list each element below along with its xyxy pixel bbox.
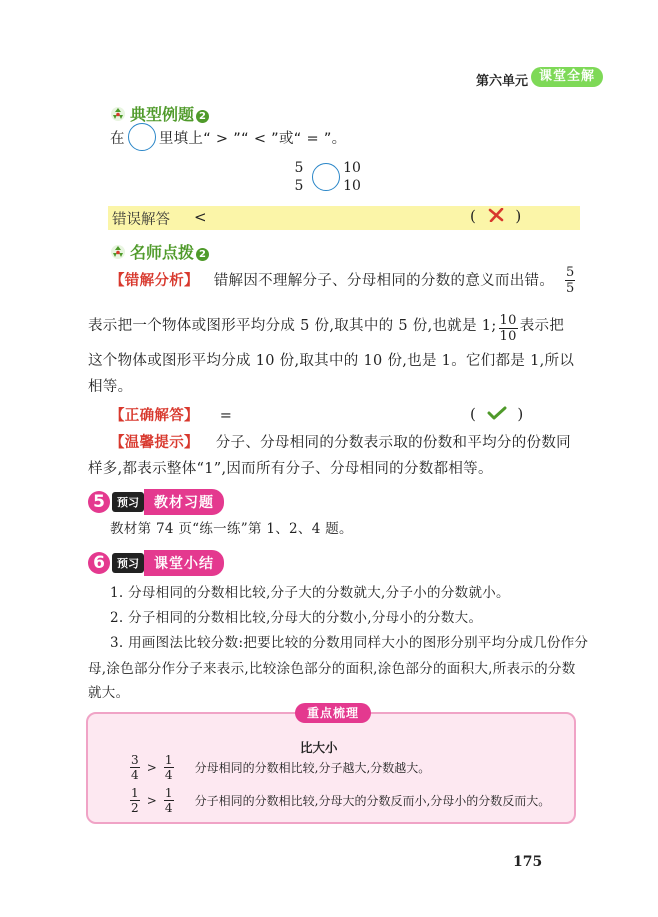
key-row2-right-num: 1: [164, 786, 173, 800]
key-row2-text: 分子相同的分数相比较,分母大的分数反而小,分母小的分数反而大。: [194, 794, 551, 808]
example-title-row: [110, 102, 209, 125]
warm-text-1: 分子、分母相同的分数表示取的份数和平均分的份数同: [215, 435, 571, 451]
section6-tag: 预习: [112, 553, 144, 573]
section5-text: 教材第 74 页“练一练”第 1、2、4 题。: [110, 521, 353, 537]
summary-item-3-line-2: 母,涂色部分作分子来表示,比较涂色部分的面积,涂色部分的面积大,所表示的分数: [88, 661, 576, 677]
page-number: 175: [513, 854, 543, 870]
frac-left: [292, 159, 306, 195]
key-row1-op: >: [146, 760, 157, 775]
frac-right-num: 10: [343, 160, 361, 176]
fraction-10-10: [499, 314, 518, 343]
analysis-text-2b: 表示把: [519, 318, 565, 334]
correct-answer-mark: [470, 405, 523, 423]
fraction-5-5-num: 5: [566, 265, 575, 280]
wrong-answer-label: 错误解答: [112, 212, 170, 228]
correct-mark-open: (: [470, 405, 476, 423]
summary-item-3-line-3: 就大。: [88, 685, 130, 701]
wrong-answer-mark: [470, 207, 521, 225]
example-badge-num: 2: [196, 110, 209, 123]
analysis-line-4: 相等。: [88, 379, 133, 395]
key-row2-left: [130, 787, 140, 814]
tips-badge-num: 2: [196, 248, 209, 261]
example-title: 典型例题: [130, 105, 195, 124]
instruction-post: 里填上“ > ”“ < ”或“ = ”。: [158, 131, 347, 147]
key-row-1: [128, 754, 430, 784]
wrong-mark-close: ): [515, 207, 522, 225]
correct-mark-close: ): [517, 405, 524, 423]
analysis-line-2: [88, 313, 564, 343]
warm-label: 【温馨提示】: [110, 435, 199, 451]
tips-title-row: [110, 240, 209, 263]
analysis-text-1: 错解因不理解分子、分母相同的分数的意义而出错。: [213, 273, 555, 289]
frac-right-den: 10: [343, 178, 361, 194]
fraction-5-5: [565, 266, 575, 295]
summary-item-3: 3. 用画图法比较分数:把要比较的分数用同样大小的图形分别平均分成几份作分: [110, 635, 589, 651]
example-instruction: [110, 123, 347, 153]
key-row2-right: [164, 787, 174, 814]
summary-item-1: 1. 分母相同的分数相比较,分子大的分数就大,分子小的分数就小。: [110, 585, 510, 601]
key-points-tag: 重点梳理: [295, 703, 371, 723]
check-icon: [487, 406, 507, 420]
analysis-line-1: [110, 268, 554, 295]
frac-right: [342, 159, 362, 195]
summary-item-2: 2. 分子相同的分数相比较,分母大的分数小,分母小的分数大。: [110, 610, 483, 626]
key-row2-left-num: 1: [131, 786, 139, 800]
tips-title: 名师点拨: [130, 243, 195, 262]
section5-number: 5: [88, 491, 110, 513]
correct-answer-line: [110, 403, 232, 430]
section6-number: 6: [88, 552, 110, 574]
key-row1-right: [164, 754, 174, 781]
key-points-heading: 比大小: [300, 740, 338, 755]
section5-title: 教材习题: [144, 489, 224, 515]
fraction-5-5-den: 5: [566, 281, 575, 296]
analysis-line-3: 这个物体或图形平均分成 10 份,取其中的 10 份,也是 1。它们都是 1,所以: [88, 353, 575, 369]
key-row2-left-den: 2: [131, 801, 139, 815]
cross-icon: [487, 208, 505, 222]
warm-tip-line-2: 样多,都表示整体“1”,因而所有分子、分母相同的分数都相等。: [88, 461, 493, 477]
frac-left-den: 5: [294, 178, 304, 194]
recycle-icon: [110, 106, 126, 122]
compare-circle-icon[interactable]: [312, 163, 340, 191]
section5-banner: [88, 489, 224, 517]
key-row1-left: [130, 754, 140, 781]
key-row2-right-den: 4: [164, 801, 173, 815]
key-row1-right-den: 4: [164, 768, 173, 782]
section5-tag: 预习: [112, 492, 144, 512]
warm-tip-line-1: [110, 430, 571, 457]
wrong-mark-open: (: [470, 207, 476, 225]
recycle-icon: [110, 244, 126, 260]
fraction-10-10-num: 10: [499, 313, 517, 328]
instruction-pre: 在: [110, 131, 125, 147]
section6-title: 课堂小结: [144, 550, 224, 576]
key-row-2: [128, 787, 550, 817]
key-row1-left-num: 3: [131, 753, 139, 767]
correct-label: 【正确解答】: [110, 408, 199, 424]
correct-answer-value: =: [219, 408, 233, 424]
unit-label: 第六单元: [475, 74, 528, 89]
key-row1-left-den: 4: [131, 768, 139, 782]
key-row1-right-num: 1: [164, 753, 173, 767]
wrong-answer-value: <: [194, 208, 207, 226]
blank-circle-icon: [128, 123, 156, 151]
example-comparison: [292, 159, 372, 199]
key-row1-text: 分母相同的分数相比较,分子越大,分数越大。: [194, 761, 431, 775]
analysis-text-2a: 表示把一个物体或图形平均分成 5 份,取其中的 5 份,也就是 1;: [88, 318, 497, 334]
section6-banner: [88, 550, 224, 578]
key-row2-op: >: [146, 793, 157, 808]
fraction-10-10-den: 10: [499, 329, 517, 344]
frac-left-num: 5: [294, 160, 304, 176]
analysis-label: 【错解分析】: [110, 273, 199, 289]
unit-badge: 课堂全解: [531, 67, 603, 87]
